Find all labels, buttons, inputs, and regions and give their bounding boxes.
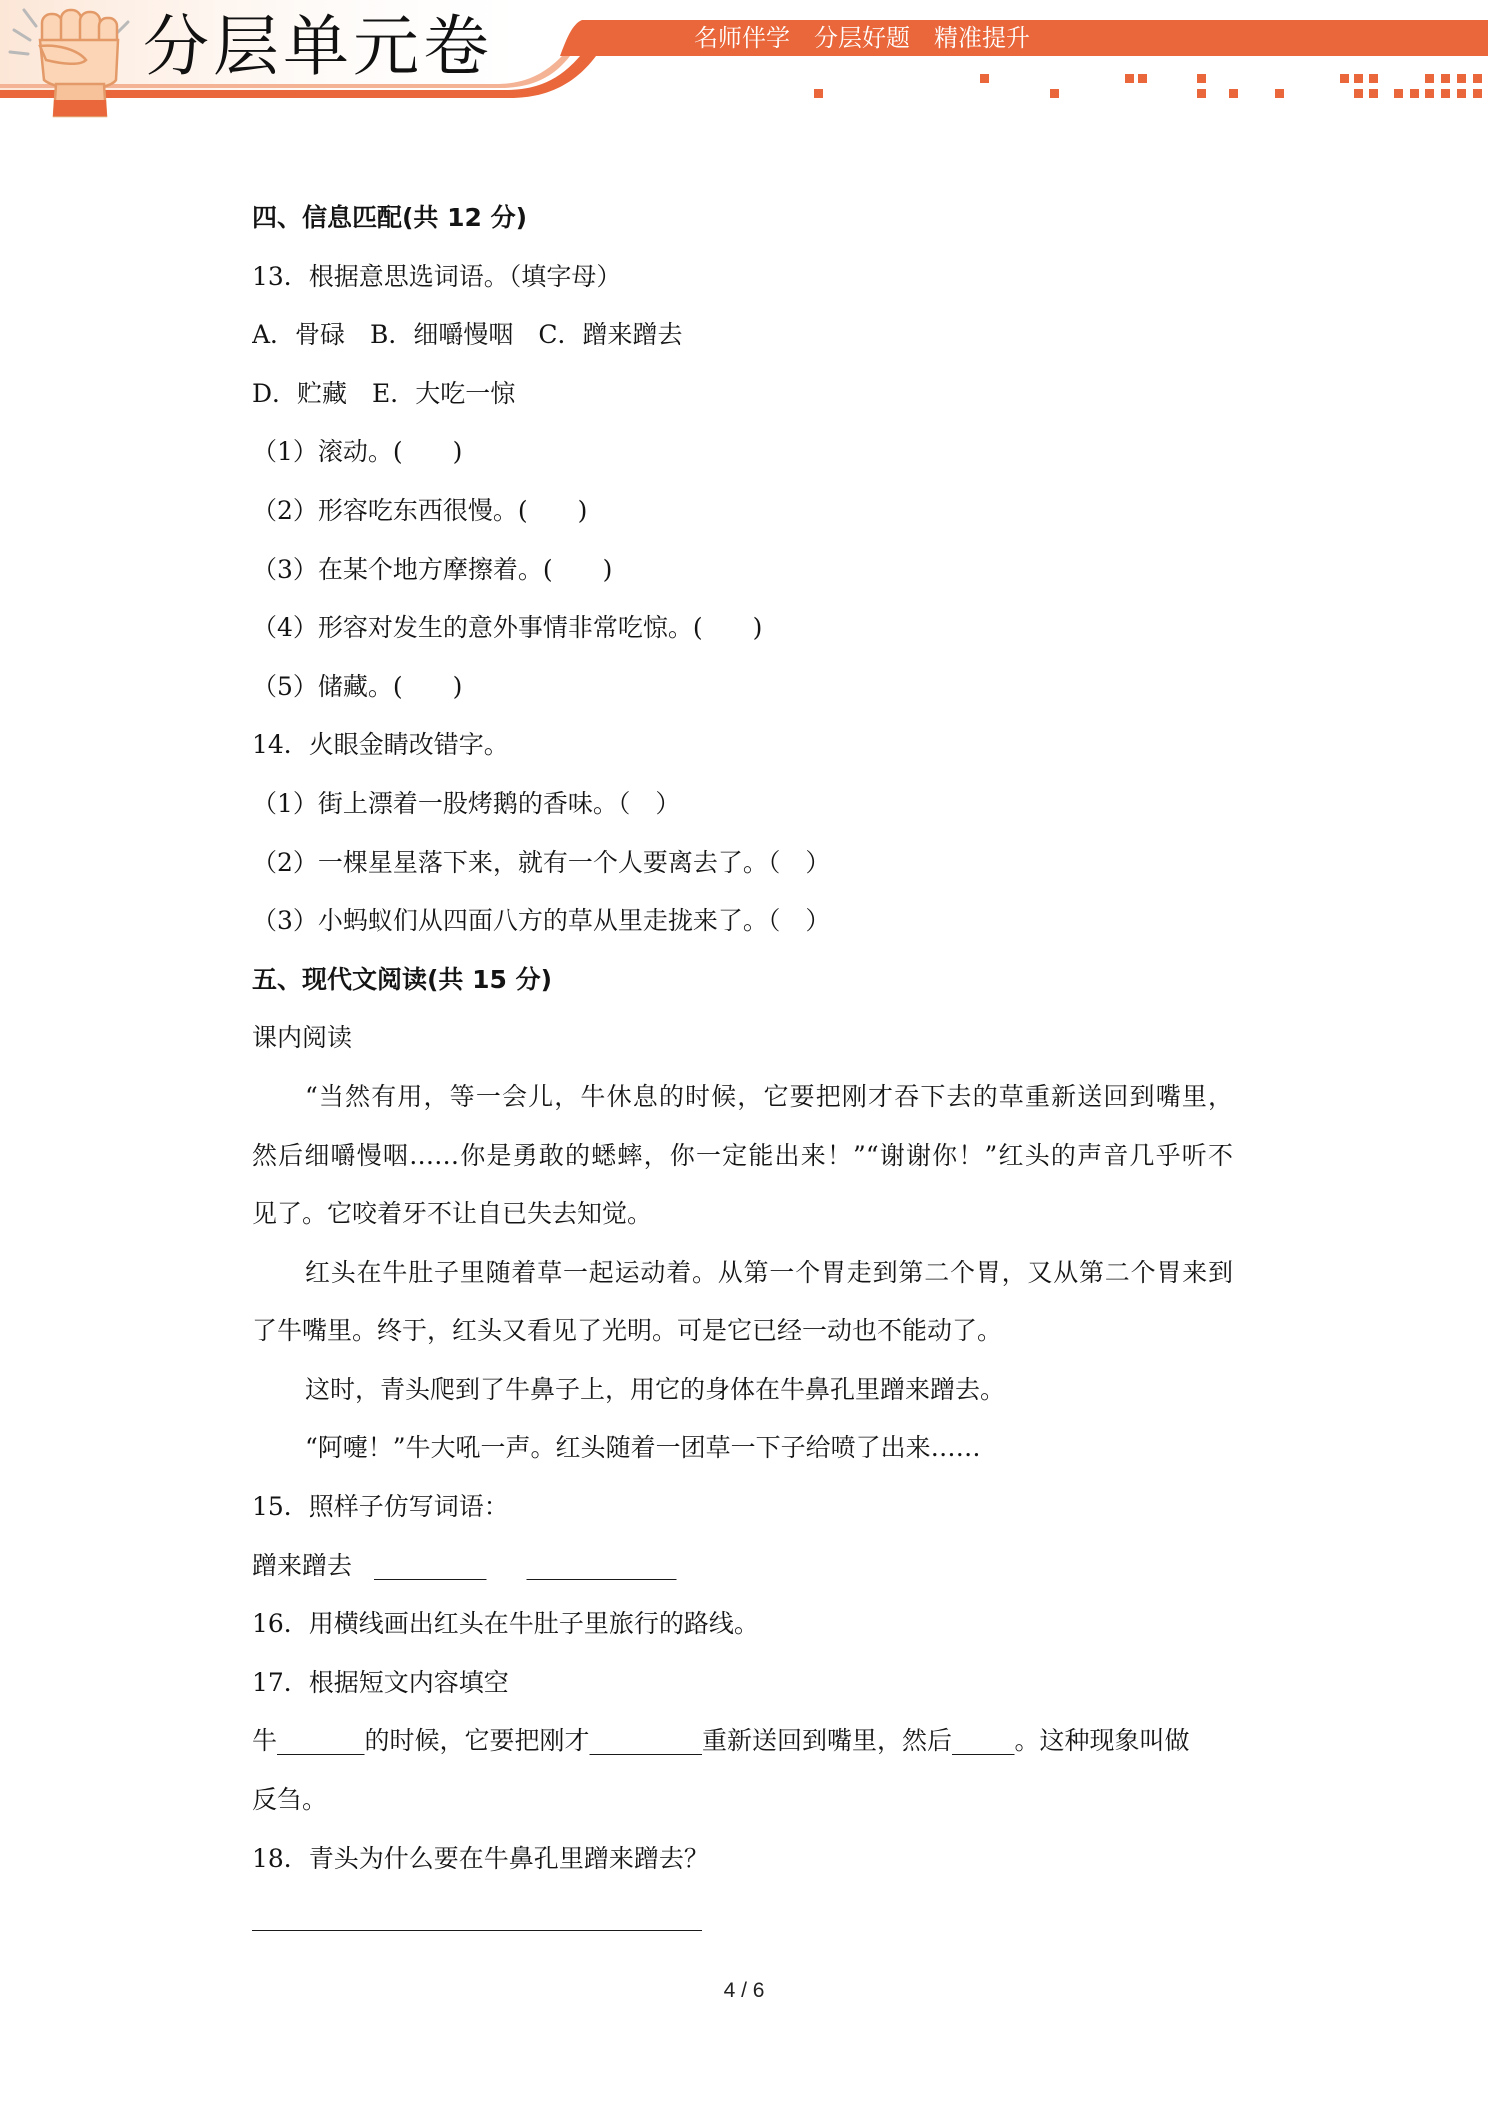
q13-item-5: （5）储藏。( ) bbox=[252, 671, 463, 701]
passage-p1-line-3: 见了。它咬着牙不让自已失去知觉。 bbox=[252, 1199, 653, 1229]
q13-options-row-2: D．贮藏 E．大吃一惊 bbox=[252, 378, 516, 408]
q17-blank-3: _____ bbox=[952, 1726, 1015, 1756]
exam-content bbox=[252, 189, 1233, 1947]
q16-stem: 16．用横线画出红头在牛肚子里旅行的路线。 bbox=[252, 1609, 759, 1639]
q14-stem: 14．火眼金睛改错字。 bbox=[252, 730, 509, 760]
q13-item-4: （4）形容对发生的意外事情非常吃惊。( ) bbox=[252, 613, 763, 643]
q18-stem: 18．青头为什么要在牛鼻孔里蹭来蹭去？ bbox=[252, 1843, 709, 1873]
q13-stem: 13．根据意思选词语。（填字母） bbox=[252, 261, 622, 291]
passage-p1-line-1: “当然有用，等一会儿，牛休息的时候，它要把刚才吞下去的草重新送回到嘴里， bbox=[305, 1081, 1233, 1111]
section4-heading: 四、信息匹配(共 12 分) bbox=[252, 203, 528, 232]
q14-item-1: （1）街上漂着一股烤鹅的香味。（ ） bbox=[252, 788, 681, 818]
q17-fill-line bbox=[252, 1712, 1233, 1771]
passage-p2-line-1: 红头在牛肚子里随着草一起运动着。从第一个胃走到第二个胃，又从第二个胃来到 bbox=[305, 1257, 1233, 1287]
page-header bbox=[0, 0, 1488, 120]
q17-blank-2: _________ bbox=[589, 1726, 703, 1756]
q15-blank-1: _________ bbox=[374, 1550, 487, 1580]
q13-item-1: （1）滚动。( ) bbox=[252, 437, 463, 467]
header-title: 分层单元卷 bbox=[143, 8, 493, 85]
passage-p4-line-1: “阿嚏！”牛大吼一声。红头随着一团草一下子给喷了出来…… bbox=[305, 1433, 981, 1463]
passage-p3-line-1: 这时，青头爬到了牛鼻子上，用它的身体在牛鼻孔里蹭来蹭去。 bbox=[305, 1374, 1006, 1404]
q17-text-4: 。这种现象叫做 bbox=[1014, 1726, 1190, 1756]
q15-example-word: 蹭来蹭去 bbox=[252, 1550, 353, 1580]
q14-item-3: （3）小蚂蚁们从四面八方的草从里走拢来了。（ ） bbox=[252, 906, 831, 936]
q13-item-2: （2）形容吃东西很慢。( ) bbox=[252, 495, 588, 525]
q15-blank-2: ____________ bbox=[526, 1550, 677, 1580]
q13-item-3: （3）在某个地方摩擦着。( ) bbox=[252, 554, 613, 584]
section5-heading: 五、现代文阅读(共 15 分) bbox=[252, 964, 553, 994]
q17-text-3: 重新送回到嘴里，然后 bbox=[702, 1726, 953, 1756]
q17-fill-line-2: 反刍。 bbox=[252, 1785, 328, 1815]
page-number: 4 / 6 bbox=[723, 1979, 765, 2002]
q17-blank-1: _______ bbox=[277, 1726, 365, 1756]
q17-text-1: 牛 bbox=[252, 1726, 278, 1756]
passage-p2-line-2: 了牛嘴里。终于，红头又看见了光明。可是它已经一动也不能动了。 bbox=[252, 1316, 1003, 1346]
header-dot-pattern bbox=[814, 74, 1482, 98]
q14-item-2: （2）一棵星星落下来，就有一个人要离去了。（ ） bbox=[252, 847, 831, 877]
q17-text-2: 的时候，它要把刚才 bbox=[364, 1726, 590, 1756]
section5-subheading: 课内阅读 bbox=[252, 1023, 353, 1053]
q13-options-row-1: A．骨碌 B．细嚼慢咽 C．蹭来蹭去 bbox=[252, 320, 683, 350]
passage-p1-line-2: 然后细嚼慢咽……你是勇敢的蟋蟀，你一定能出来！”“谢谢你！”红头的声音几乎听不 bbox=[252, 1140, 1233, 1170]
header-slogan: 名师伴学 分层好题 精准提升 bbox=[694, 24, 1030, 52]
q15-stem: 15．照样子仿写词语： bbox=[252, 1492, 509, 1522]
q15-answer-row bbox=[252, 1537, 1233, 1596]
q18-answer-line: ____________________________________ bbox=[252, 1902, 702, 1932]
q17-stem: 17．根据短文内容填空 bbox=[252, 1667, 509, 1697]
